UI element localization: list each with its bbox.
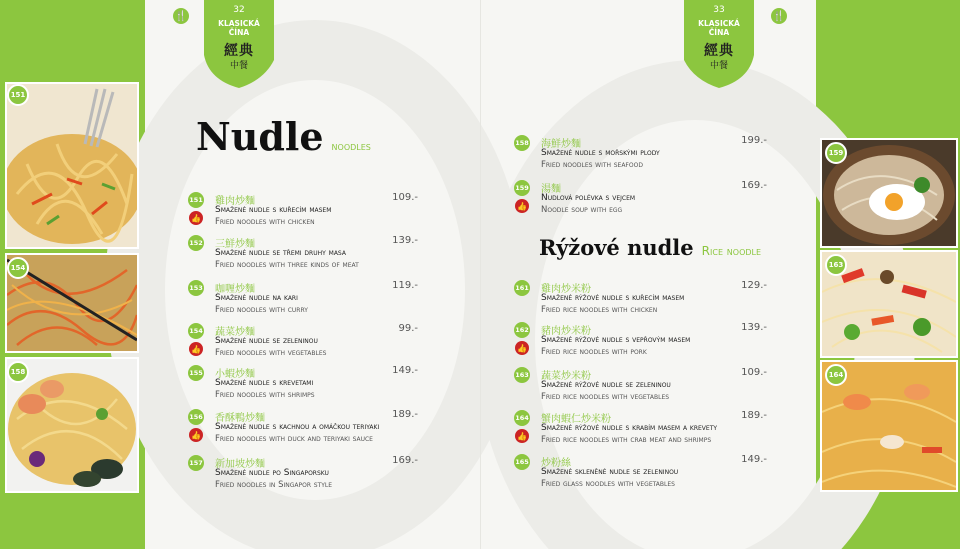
item-name-cn: 新加坡炒麵 bbox=[215, 459, 265, 470]
item-name-cn: 小蝦炒麵 bbox=[215, 369, 255, 380]
item-name-en: Fried noodles with curry bbox=[215, 305, 308, 315]
item-price: 189.- bbox=[741, 410, 767, 421]
item-number: 158 bbox=[514, 135, 530, 151]
menu-item bbox=[188, 323, 418, 367]
photo-chicken-noodles bbox=[5, 82, 139, 249]
item-name-cz: Smažené nudle se třemi druhy masa bbox=[215, 248, 346, 258]
item-name-cn: 豬肉炒米粉 bbox=[541, 326, 591, 337]
page-section-cjk: 經典 bbox=[704, 43, 734, 59]
section-title: Rýžové nudle bbox=[539, 235, 694, 260]
item-price: 119.- bbox=[392, 280, 418, 291]
item-name-cz: Smažené rýžové nudle s krabím masem a krevety bbox=[541, 423, 718, 433]
section-subtitle: noodles bbox=[331, 140, 371, 153]
item-name-cz: Smažené rýžové nudle se zeleninou bbox=[541, 380, 671, 390]
item-name-en: Fried noodles with chicken bbox=[215, 217, 315, 227]
menu-item bbox=[514, 410, 767, 454]
page-tab-right bbox=[684, 0, 754, 90]
item-price: 199.- bbox=[741, 135, 767, 146]
item-number: 161 bbox=[514, 280, 530, 296]
item-number: 163 bbox=[514, 367, 530, 383]
item-number: 165 bbox=[514, 454, 530, 470]
item-price: 129.- bbox=[741, 280, 767, 291]
fork-knife-icon: 🍴 bbox=[771, 8, 787, 24]
item-name-cn: 雞肉炒米粉 bbox=[541, 284, 591, 295]
item-number: 153 bbox=[188, 280, 204, 296]
item-price: 99.- bbox=[398, 323, 418, 334]
photo-badge: 163 bbox=[825, 254, 847, 276]
photo-badge: 151 bbox=[7, 84, 29, 106]
item-name-cz: Smažené nudle s krevetami bbox=[215, 378, 314, 388]
item-name-cn: 蟹肉蝦仁炒米粉 bbox=[541, 414, 611, 425]
menu-item bbox=[514, 135, 767, 179]
section-title: Nudle bbox=[196, 114, 324, 159]
item-name-en: Fried rice noodles with pork bbox=[541, 347, 647, 357]
item-name-en: Fried rice noodles with vegetables bbox=[541, 392, 670, 402]
thumbs-up-icon: 👍 bbox=[515, 199, 529, 213]
menu-item bbox=[514, 180, 767, 224]
menu-item bbox=[188, 455, 418, 499]
section-heading-ryzove-nudle bbox=[539, 235, 761, 260]
item-price: 149.- bbox=[741, 454, 767, 465]
item-name-cn: 蔬菜炒麵 bbox=[215, 327, 255, 338]
item-name-en: Fried noodles with shrimps bbox=[215, 390, 315, 400]
item-name-en: Fried rice noodles with chicken bbox=[541, 305, 658, 315]
item-name-cz: Smažené nudle s mořskými plody bbox=[541, 148, 660, 158]
menu-item bbox=[514, 454, 767, 498]
item-name-en: Fried noodles with duck and teriyaki sauce bbox=[215, 434, 373, 444]
item-name-cz: Nudlová polévka s vejcem bbox=[541, 193, 636, 203]
page-tab-left bbox=[204, 0, 274, 90]
page-section-cjk-sub: 中餐 bbox=[229, 61, 248, 71]
item-name-cz: Smažené nudle na kari bbox=[215, 293, 298, 303]
item-name-cz: Smažené rýžové nudle s vepřovým masem bbox=[541, 335, 691, 345]
photo-badge: 159 bbox=[825, 142, 847, 164]
fork-knife-icon: 🍴 bbox=[173, 8, 189, 24]
thumbs-up-icon: 👍 bbox=[515, 429, 529, 443]
item-name-cn: 蔬菜炒米粉 bbox=[541, 371, 591, 382]
item-name-cn: 湯麵 bbox=[541, 184, 561, 195]
item-number: 162 bbox=[514, 322, 530, 338]
item-name-cn: 咖喱炒麵 bbox=[215, 284, 255, 295]
item-name-cn: 香酥鴨炒麵 bbox=[215, 413, 265, 424]
item-price: 139.- bbox=[392, 235, 418, 246]
item-price: 189.- bbox=[392, 409, 418, 420]
menu-item bbox=[188, 365, 418, 409]
photo-badge: 164 bbox=[825, 364, 847, 386]
menu-item bbox=[514, 280, 767, 324]
item-name-en: Fried noodles with vegetables bbox=[215, 348, 327, 358]
item-number: 151 bbox=[188, 192, 204, 208]
item-number: 156 bbox=[188, 409, 204, 425]
page-section-cjk: 經典 bbox=[224, 43, 254, 59]
item-name-en: Fried noodles with three kinds of meat bbox=[215, 260, 359, 270]
item-name-cn: 炒粉絲 bbox=[541, 458, 571, 469]
thumbs-up-icon: 👍 bbox=[189, 211, 203, 225]
section-heading-nudle bbox=[196, 114, 371, 159]
item-price: 149.- bbox=[392, 365, 418, 376]
item-name-cz: Smažené nudle se zeleninou bbox=[215, 336, 318, 346]
page-number: 33 bbox=[713, 5, 725, 15]
menu-item bbox=[514, 367, 767, 411]
item-name-cn: 三鮮炒麵 bbox=[215, 239, 255, 250]
menu-item bbox=[188, 280, 418, 324]
page-section-cjk-sub: 中餐 bbox=[709, 61, 728, 71]
item-name-cz: Smažené rýžové nudle s kuřecím masem bbox=[541, 293, 685, 303]
item-number: 152 bbox=[188, 235, 204, 251]
item-name-cz: Smažené nudle s kuřecím masem bbox=[215, 205, 332, 215]
item-name-en: Fried glass noodles with vegetables bbox=[541, 479, 675, 489]
photo-badge: 154 bbox=[7, 257, 29, 279]
item-name-cz: Smažené skleněné nudle se zeleninou bbox=[541, 467, 679, 477]
item-name-en: Fried noodles in Singapor style bbox=[215, 480, 332, 490]
item-number: 157 bbox=[188, 455, 204, 471]
item-number: 159 bbox=[514, 180, 530, 196]
thumbs-up-icon: 👍 bbox=[189, 342, 203, 356]
item-price: 169.- bbox=[392, 455, 418, 466]
item-price: 109.- bbox=[741, 367, 767, 378]
thumbs-up-icon: 👍 bbox=[515, 341, 529, 355]
item-name-cn: 雞肉炒麵 bbox=[215, 196, 255, 207]
menu-item bbox=[188, 235, 418, 279]
item-price: 139.- bbox=[741, 322, 767, 333]
item-name-cz: Smažené nudle po Singaporsku bbox=[215, 468, 329, 478]
menu-item bbox=[188, 192, 418, 236]
item-number: 154 bbox=[188, 323, 204, 339]
menu-item bbox=[188, 409, 418, 453]
item-number: 164 bbox=[514, 410, 530, 426]
page-fold bbox=[480, 0, 481, 549]
item-name-en: Fried rice noodles with crab meat and shrimps bbox=[541, 435, 712, 445]
item-price: 109.- bbox=[392, 192, 418, 203]
item-name-en: Fried noodles with seafood bbox=[541, 160, 643, 170]
page-section-title: KLASICKÁ ČÍNA bbox=[698, 19, 740, 37]
item-name-cn: 海鮮炒麵 bbox=[541, 139, 581, 150]
item-price: 169.- bbox=[741, 180, 767, 191]
menu-item bbox=[514, 322, 767, 366]
item-number: 155 bbox=[188, 365, 204, 381]
thumbs-up-icon: 👍 bbox=[189, 428, 203, 442]
photo-badge: 158 bbox=[7, 361, 29, 383]
section-subtitle: Rice noodle bbox=[701, 244, 762, 258]
item-name-cz: Smažené nudle s kachnou a omáčkou teriyaki bbox=[215, 422, 380, 432]
item-name-en: Noodle soup with egg bbox=[541, 205, 623, 215]
page-section-title: KLASICKÁ ČÍNA bbox=[218, 19, 260, 37]
page-number: 32 bbox=[233, 5, 245, 15]
